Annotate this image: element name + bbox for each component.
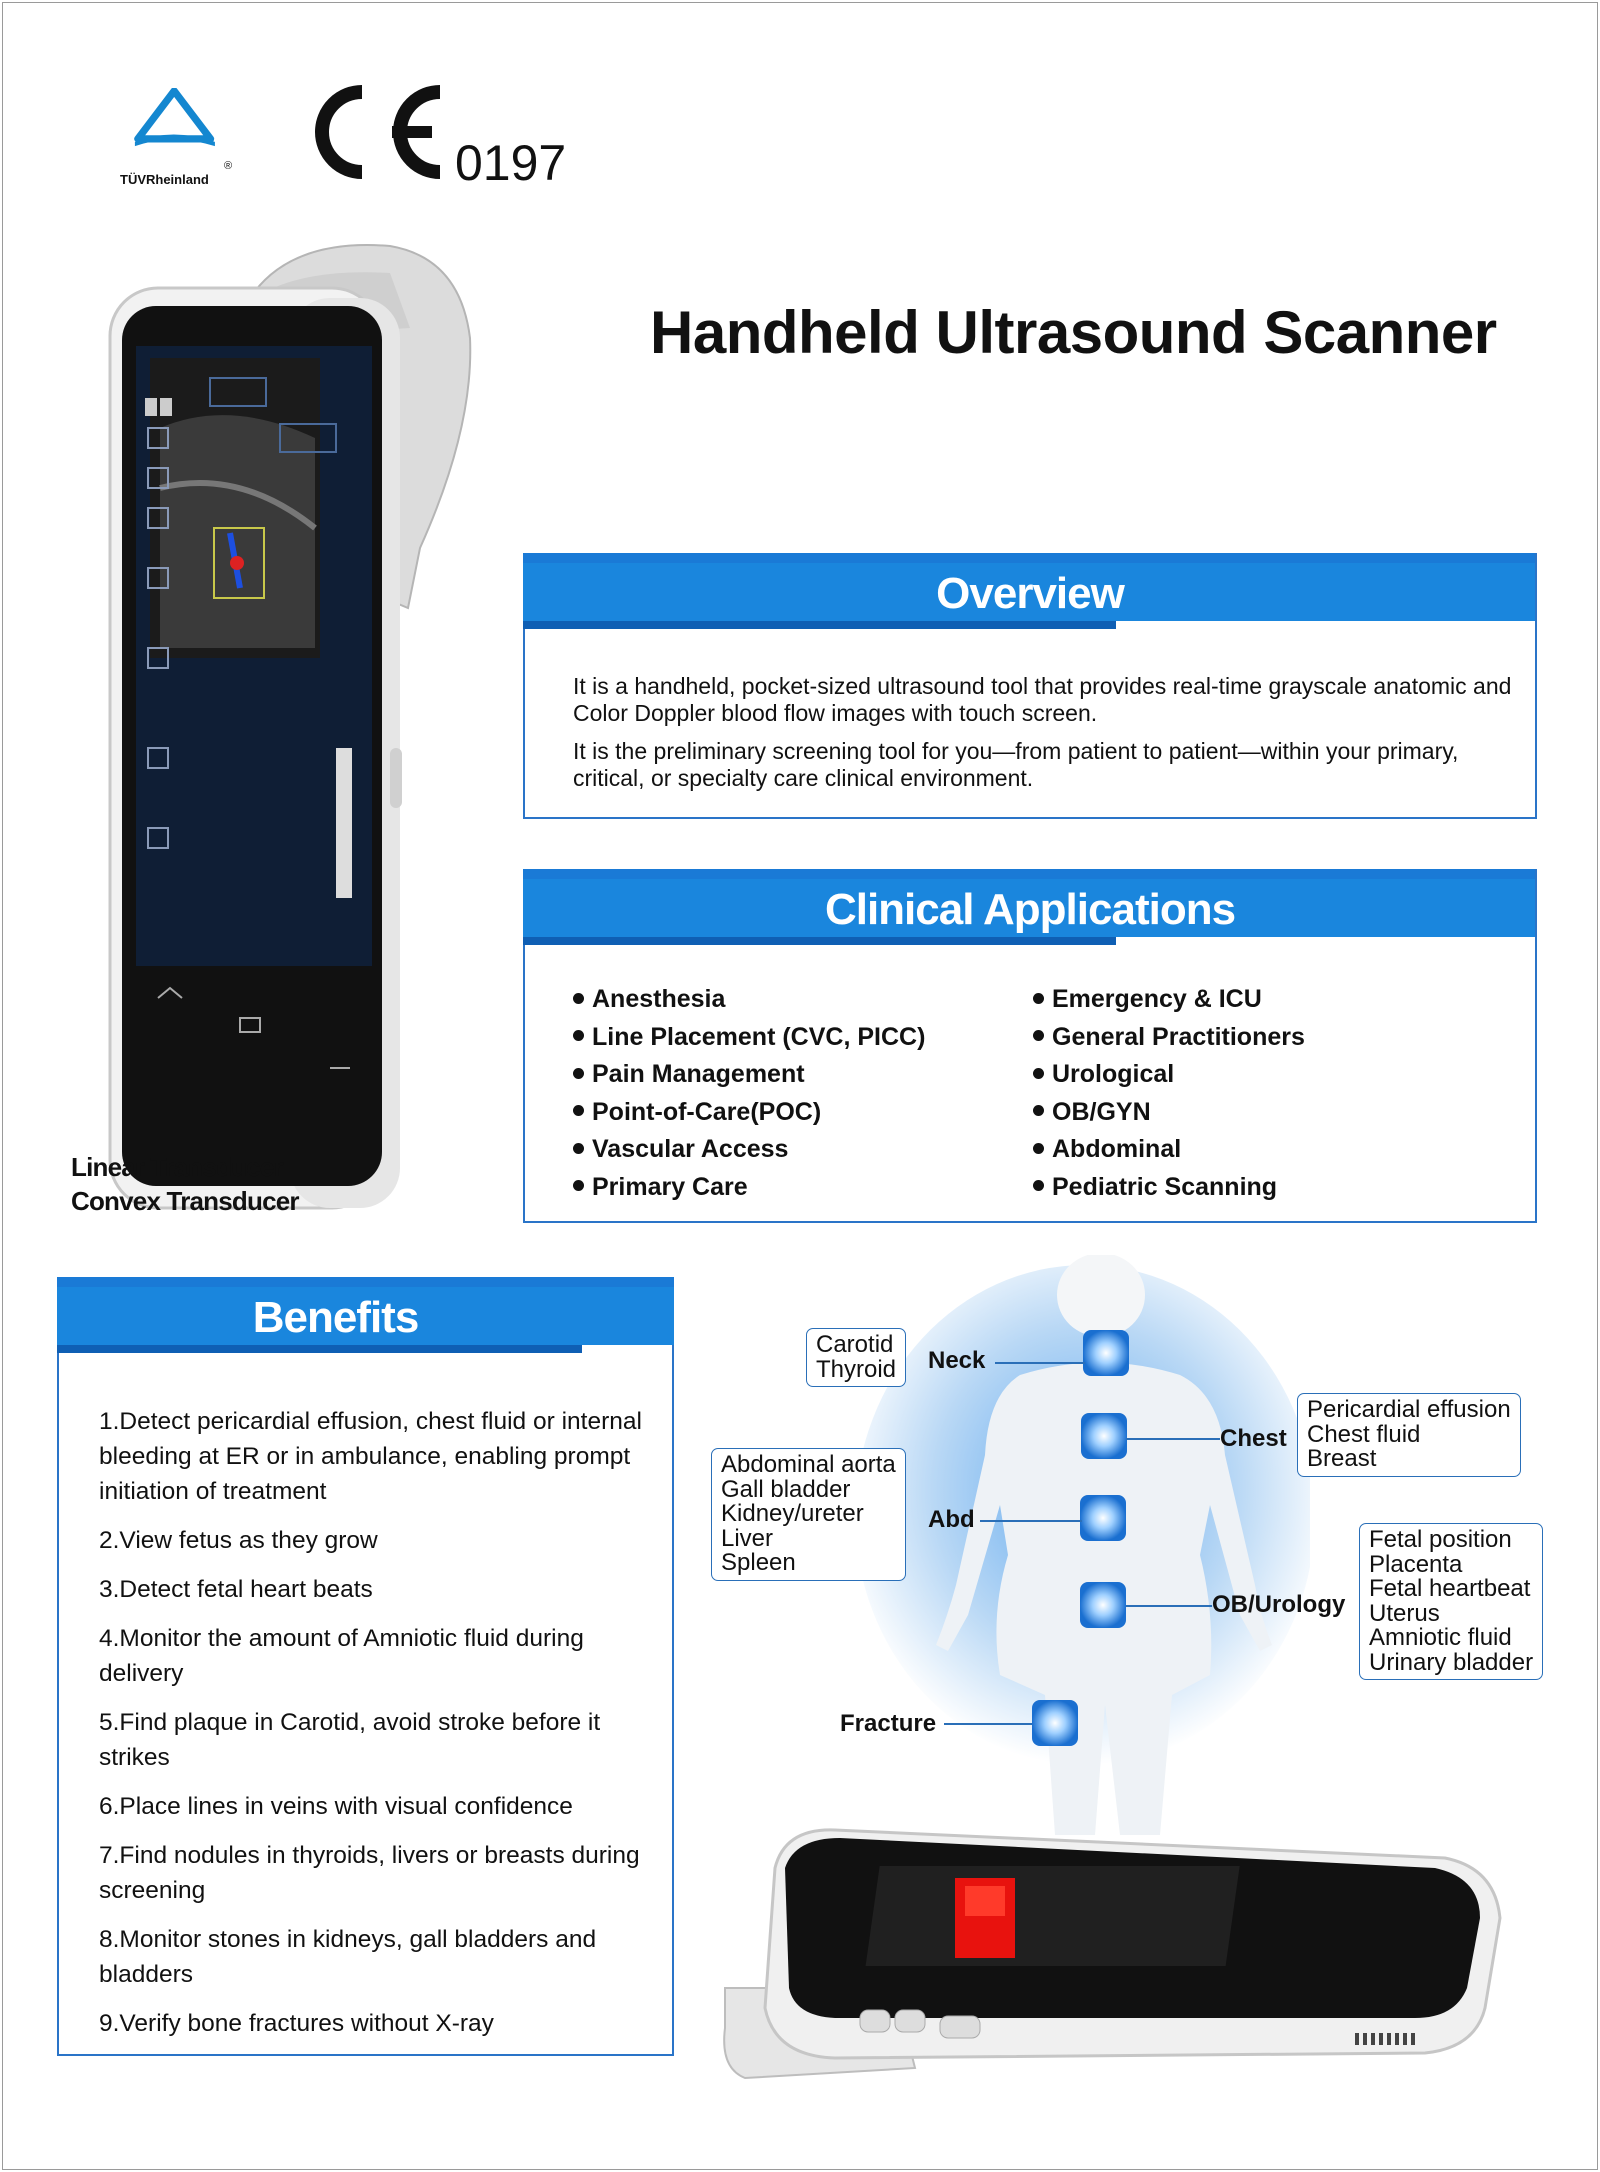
neck-connector	[995, 1362, 1085, 1364]
list-item: Vascular Access	[573, 1131, 925, 1169]
transducer-list	[71, 1150, 299, 1218]
list-item: 5.Find plaque in Carotid, avoid stroke before it strikes	[99, 1709, 601, 1771]
benefits-header	[57, 1277, 674, 1357]
abd-scan-spot	[1080, 1495, 1126, 1541]
tag-item: Thyroid	[816, 1355, 897, 1383]
list-item: 6.Place lines in veins with visual confidence	[99, 1793, 573, 1820]
clinical-header	[523, 869, 1537, 949]
clinical-applications-box	[523, 869, 1537, 1223]
list-item: Abdominal	[1033, 1131, 1305, 1169]
tag-item: Breast	[1307, 1445, 1377, 1472]
list-item: OB/GYN	[1033, 1094, 1305, 1132]
benefits-list	[99, 1404, 659, 2055]
clinical-list-left	[573, 981, 925, 1206]
transducer-linear: Linear Transducer	[71, 1152, 283, 1182]
ob-scan-spot	[1080, 1582, 1126, 1628]
list-item: Anesthesia	[573, 981, 925, 1019]
abd-connector	[980, 1520, 1082, 1522]
tag-item: Uterus	[1369, 1599, 1440, 1627]
chest-label: Chest	[1220, 1425, 1287, 1452]
tag-item: Placenta	[1369, 1550, 1463, 1578]
tuv-rheinland-logo	[120, 88, 240, 168]
handheld-device-image	[90, 228, 520, 1228]
neck-label: Neck	[928, 1347, 986, 1374]
overview-header	[523, 553, 1537, 633]
tag-item: Spleen	[721, 1549, 796, 1576]
list-item: Pediatric Scanning	[1033, 1169, 1305, 1207]
overview-box	[523, 553, 1537, 819]
transducer-convex: Convex Transducer	[71, 1186, 299, 1216]
list-item: Pain Management	[573, 1056, 925, 1094]
tag-item: Gall bladder	[721, 1475, 851, 1503]
list-item: 8.Monitor stones in kidneys, gall bladders and bladders	[99, 1926, 597, 1988]
tag-item: Abdominal aorta	[721, 1451, 896, 1478]
ob-urology-tag	[1359, 1523, 1543, 1680]
tag-item: Chest fluid	[1307, 1420, 1421, 1448]
clinical-list-right	[1033, 981, 1305, 1206]
ob-urology-connector	[1126, 1605, 1212, 1607]
tag-item: Fetal position	[1369, 1526, 1512, 1553]
neck-scan-spot	[1083, 1330, 1129, 1376]
tag-item: Fetal heartbeat	[1369, 1575, 1531, 1602]
fracture-label: Fracture	[840, 1710, 937, 1737]
list-item: 2.View fetus as they grow	[99, 1527, 378, 1554]
ce-mark-logo	[300, 82, 450, 182]
abd-label: Abd	[928, 1506, 975, 1533]
list-item: Primary Care	[573, 1169, 925, 1207]
chest-scan-spot	[1081, 1413, 1127, 1459]
overview-heading: Overview	[936, 569, 1124, 618]
tag-item: Urinary bladder	[1369, 1648, 1534, 1676]
page-title: Handheld Ultrasound Scanner	[650, 299, 1497, 366]
ce-number: 0197	[455, 135, 567, 191]
list-item: 4.Monitor the amount of Amniotic fluid during delivery	[99, 1625, 584, 1687]
handheld-device-lying-image	[715, 1828, 1505, 2090]
list-item: Point-of-Care(POC)	[573, 1094, 925, 1132]
list-item: 1.Detect pericardial effusion, chest fluid or internal bleeding at ER or in ambulance, enabling prompt initiation of treatment	[99, 1408, 642, 1505]
list-item: Emergency & ICU	[1033, 981, 1305, 1019]
list-item: 7.Find nodules in thyroids, livers or breasts during screening	[99, 1842, 640, 1904]
clinical-heading: Clinical Applications	[824, 885, 1236, 934]
neck-tag	[806, 1328, 906, 1387]
chest-tag	[1297, 1393, 1521, 1477]
fracture-scan-spot	[1032, 1700, 1078, 1746]
overview-paragraph: It is the preliminary screening tool for you—from patient to patient—within your primary, critical, or specialty care clinical environment.	[573, 738, 1459, 791]
overview-text	[573, 673, 1513, 803]
benefits-box	[57, 1277, 674, 2056]
benefits-heading: Benefits	[252, 1293, 419, 1342]
tag-item: Amniotic fluid	[1369, 1624, 1512, 1651]
overview-paragraph: It is a handheld, pocket-sized ultrasound tool that provides real-time grayscale anatomic and Color Doppler blood flow images with touch screen.	[573, 673, 1512, 726]
tuv-registered-mark: ®	[224, 160, 233, 172]
list-item: 3.Detect fetal heart beats	[99, 1576, 373, 1603]
tuv-label: TÜVRheinland	[120, 172, 209, 187]
tag-item: Pericardial effusion	[1307, 1396, 1511, 1423]
chest-connector	[1126, 1438, 1220, 1440]
list-item: 9.Verify bone fractures without X-ray	[99, 2010, 494, 2037]
abd-tag	[711, 1448, 906, 1581]
tag-item: Liver	[721, 1524, 774, 1552]
tag-item: Carotid	[816, 1331, 894, 1358]
ob-urology-label: OB/Urology	[1212, 1591, 1346, 1618]
list-item: General Practitioners	[1033, 1019, 1305, 1057]
tag-item: Kidney/ureter	[721, 1500, 864, 1527]
list-item: Urological	[1033, 1056, 1305, 1094]
fracture-connector	[944, 1723, 1032, 1725]
list-item: Line Placement (CVC, PICC)	[573, 1019, 925, 1057]
